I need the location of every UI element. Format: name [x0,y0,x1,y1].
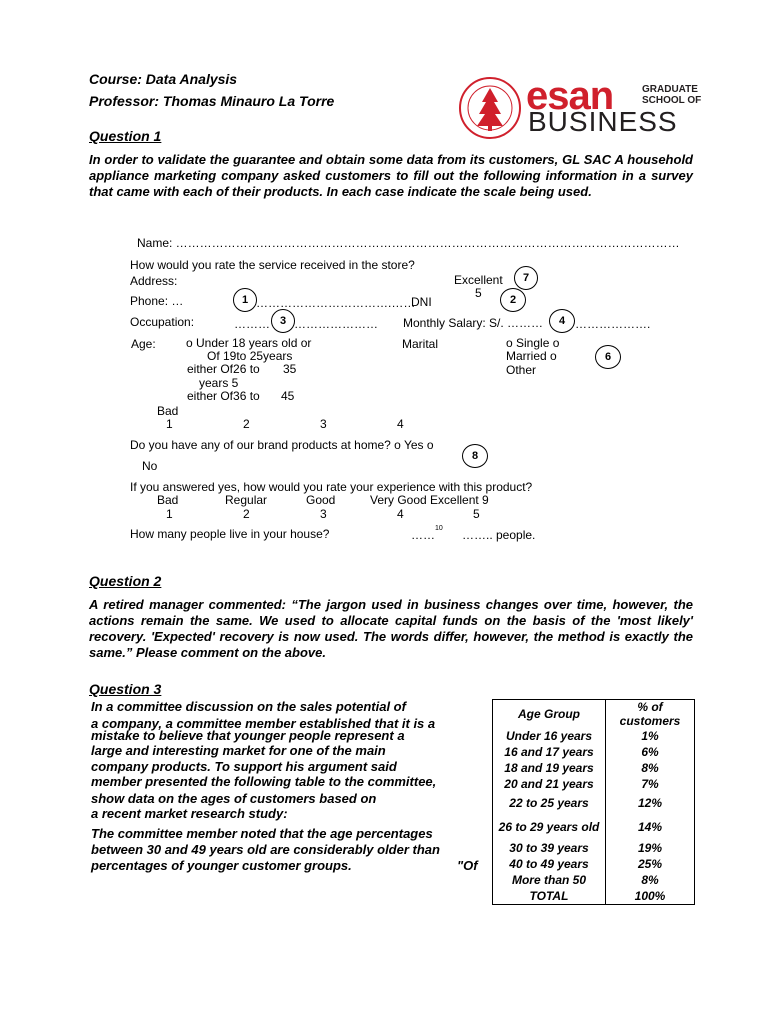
excellent-five: 5 [475,286,482,300]
rate-store-question: How would you rate the service received in the store? [130,258,415,272]
logo-business: BUSINESS [528,106,678,137]
dni-field: DNI [411,295,432,309]
question-3-line: In a committee discussion on the sales potential of [91,699,406,714]
age-option-1: o Under 18 years old or [186,336,312,350]
age-option-4-end: 45 [281,389,295,403]
table-total-row [493,888,695,905]
salary-field: Monthly Salary: S/. ……… [403,316,544,330]
age-group-cell: 20 and 21 years [493,776,606,792]
question-1-text: In order to validate the guarantee and obtain some data from its customers, GL SAC A household appliance marketing company asked customers to fill out the following information in a survey that came with each of their products. In each case indicate the scale being used. [89,152,693,199]
table-header-row [493,700,695,729]
professor-name: Professor: Thomas Minauro La Torre [89,93,335,109]
occupation-field: Occupation: [130,315,195,329]
salary-dots: ………………. [575,317,651,331]
exp-value: 2 [243,507,250,521]
age-option-3-end: 35 [283,362,297,376]
question-3-line: mistake to believe that younger people represent a [91,728,405,743]
age-group-cell: 26 to 29 years old [493,814,606,840]
age-group-cell: 40 to 49 years [493,856,606,872]
table-row [493,744,695,760]
total-label-cell: TOTAL [493,888,606,905]
question-3-line: percentages of younger customer groups. [91,858,352,873]
total-percent-cell: 100% [634,889,666,903]
question-3-line: member presented the following table to the committee, [91,774,437,789]
marital-label: Marital [402,337,439,351]
people-end: …….. people. [462,528,536,542]
question-2-text: A retired manager commented: “The jargon used in business changes over time, however, the actions remain the same. We used to allocate capital funds on the basis of the 'most likely' recovery. 'Expected' recovery is now used. The words differ, however, the method is exactly the same.” Please comment on the above. [89,597,693,660]
question-3-line: a recent market research study: [91,806,288,821]
age-group-cell: More than 50 [493,872,606,888]
scale-bad-label: Bad [157,404,179,418]
rate-experience-question: If you answered yes, how would you rate your experience with this product? [130,480,533,494]
question-3-title: Question 3 [89,681,162,697]
exp-label: Good [306,493,336,507]
table-row [493,814,695,840]
occupation-dots-2: ………………… [294,317,378,331]
scale-value: 3 [320,417,327,431]
age-group-cell: 16 and 17 years [493,744,606,760]
seal-icon [458,76,522,140]
annotation-circle-3: 3 [271,309,295,333]
annotation-circle-6: 6 [595,345,621,369]
age-option-2: Of 19to 25years [207,349,293,363]
percent-cell: 1% [641,729,659,743]
table-row [493,760,695,776]
marital-option-3: Other [506,363,537,377]
esan-logo [458,74,702,138]
occupation-dots-1: ……… [234,317,270,331]
question-1-title: Question 1 [89,128,162,144]
percent-cell: 14% [637,820,663,834]
scale-value: 2 [243,417,250,431]
exp-value: 5 [473,507,480,521]
age-group-cell: 18 and 19 years [493,760,606,776]
people-dots: …… [411,528,435,542]
age-option-3-years: years 5 [199,376,239,390]
table-row [493,856,695,872]
annotation-circle-7: 7 [514,266,538,290]
annotation-circle-4: 4 [549,309,575,333]
address-field: Address: [130,274,178,288]
table-row [493,792,695,814]
table-row [493,840,695,856]
question-2-title: Question 2 [89,573,162,589]
question-3-line: a company, a committee member established that it is a [91,716,436,731]
question-3-line: large and interesting market for one of the main [91,743,386,758]
marital-option-1: o Single o [506,336,560,350]
question-3-line: company products. To support his argument said [91,759,397,774]
age-distribution-table [492,699,695,905]
age-group-cell: Under 16 years [493,728,606,744]
percent-cell: 12% [637,796,663,810]
age-label: Age: [131,337,156,351]
people-question: How many people live in your house? [130,527,330,541]
age-option-3: either Of26 to [187,362,260,376]
exp-label: Bad [157,493,179,507]
logo-school-of: SCHOOL OF [642,95,702,106]
percent-cell: 19% [637,841,663,855]
annotation-10: 10 [435,525,443,532]
percent-cell: 8% [641,873,659,887]
logo-graduate: GRADUATE [642,84,698,95]
table-row [493,728,695,744]
exp-label: Regular [225,493,268,507]
scale-value: 4 [397,417,404,431]
age-group-cell: 22 to 25 years [493,792,606,814]
question-3-line: The committee member noted that the age percentages [91,826,433,841]
table-row [493,776,695,792]
annotation-circle-2: 2 [500,288,526,312]
excellent-label: Excellent [454,273,503,287]
logo-esan-text: esan [526,74,614,118]
phone-dots: …………………………….…… [256,296,416,310]
exp-value: 3 [320,507,327,521]
percent-cell: 25% [637,857,663,871]
percent-cell: 7% [641,777,659,791]
annotation-circle-8: 8 [462,444,488,468]
brand-question: Do you have any of our brand products at home? o Yes o [130,438,434,452]
question-3-line: between 30 and 49 years old are considerably older than [91,842,440,857]
scale-value: 1 [166,417,173,431]
age-option-4: either Of36 to [187,389,260,403]
exp-value: 4 [397,507,404,521]
exp-label: Very Good Excellent 9 [370,493,489,507]
percent-cell: 6% [641,745,659,759]
exp-value: 1 [166,507,173,521]
table-header: Age Group [493,700,606,729]
percent-cell: 8% [641,761,659,775]
table-header: % of customers [619,700,681,728]
table-row [493,872,695,888]
name-field: Name: ……………………………………………………………………………………………………………… [137,236,680,250]
annotation-circle-1: 1 [233,288,257,312]
age-group-cell: 30 to 39 years [493,840,606,856]
marital-option-2: Married o [506,349,557,363]
brand-no-option: No [142,459,158,473]
question-3-line: show data on the ages of customers based on [91,791,377,806]
phone-field: Phone: … [130,294,184,308]
course-title: Course: Data Analysis [89,71,238,87]
question-3-line: "Of [457,858,478,873]
